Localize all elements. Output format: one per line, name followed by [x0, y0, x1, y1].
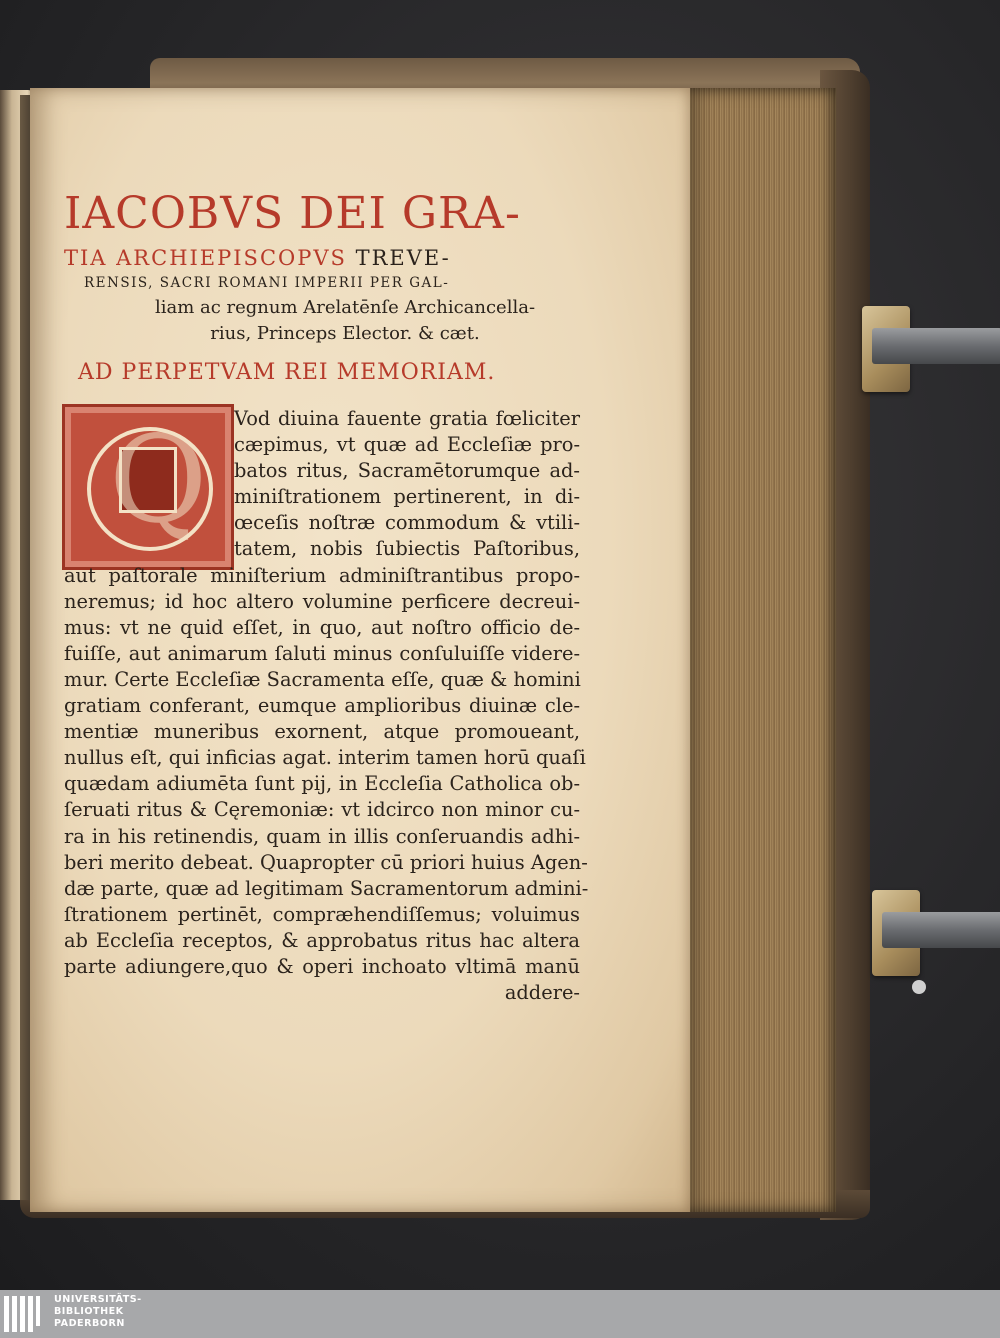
title-line-4b: rius, Princeps Elector. & cæt. — [210, 323, 480, 344]
body-line: mentiæ muneribus exornent, atque promoueant, — [64, 720, 580, 744]
body-line: ſeruati ritus & Cęremoniæ: vt idcirco non minor cu- — [64, 798, 580, 822]
body-line: Vod diuina fauente gratia fœliciter — [234, 407, 580, 430]
logo-line-1: UNIVERSITÄTS- — [54, 1294, 142, 1305]
body-line: ra in his retinendis, quam in illis conſeruandis adhi- — [64, 824, 580, 848]
body-line: parte adiungere,quo & operi inchoato vltimā manū — [64, 954, 580, 978]
body-line: aut paſtorale miniſterium adminiſtrantibus propo- — [64, 563, 580, 587]
page-fore-edge — [686, 88, 836, 1212]
title-line-1: IACOBVS DEI GRA- — [64, 188, 521, 239]
title-line-2 — [64, 246, 584, 270]
catchword: addere- — [504, 981, 580, 1005]
body-line: nullus eſt, qui inficias agat. interim tamen horū quaſi — [64, 746, 586, 770]
body-text — [64, 406, 589, 1006]
body-line: beri merito debeat. Quapropter cū priori huius Agen- — [64, 850, 588, 874]
initial-letter: Q — [109, 411, 208, 550]
section-heading: AD PERPETVAM REI MEMORIAM. — [78, 360, 496, 385]
title-line-3: RENSIS, SACRI ROMANI IMPERII PER GAL- — [84, 275, 450, 291]
body-line: ſtrationem pertinēt, compræhendiſſemus; voluimus — [64, 902, 580, 926]
body-line: cæpimus, vt quæ ad Eccleſiæ pro- — [234, 433, 580, 457]
body-line: ab Eccleſia receptos, & approbatus ritus hac altera — [64, 928, 580, 952]
book-page — [30, 88, 690, 1212]
body-line: fuiſſe, aut animarum ſaluti minus conſuluiſſe videre- — [64, 641, 580, 665]
footer-bar — [0, 1290, 1000, 1338]
title-line-4 — [110, 295, 580, 347]
logo-line-2: BIBLIOTHEK — [54, 1306, 124, 1317]
body-line: mus: vt ne quid eſſet, in quo, aut noſtro officio de- — [64, 615, 580, 639]
body-line: œceſis noſtræ commodum & vtili- — [234, 511, 580, 535]
body-line: tatem, nobis ſubiectis Paſtoribus, — [234, 537, 580, 561]
title-line-4a: liam ac regnum Arelatēnſe Archicancella- — [154, 297, 536, 318]
body-line: quædam adiumēta ſunt pij, in Eccleſia Catholica ob- — [64, 772, 580, 796]
body-line: miniſtrationem pertinerent, in di- — [234, 485, 580, 509]
body-line: mur. Certe Eccleſiæ Sacramenta eſſe, quæ & homini — [64, 667, 581, 691]
body-line: batos ritus, Sacramētorumque ad- — [234, 459, 580, 483]
logo-line-3: PADERBORN — [54, 1318, 125, 1329]
body-line: gratiam conferant, eumque amplioribus diuinæ cle- — [64, 694, 580, 718]
title-line-2-black: TREVE- — [346, 246, 451, 270]
title-line-2-rubric: TIA ARCHIEPISCOPVS — [64, 246, 347, 270]
library-logo-text — [54, 1294, 142, 1330]
body-line: neremus; id hoc altero volumine perficere decreui- — [64, 589, 580, 613]
body-line: dæ parte, quæ ad legitimam Sacramentorum admini- — [64, 876, 589, 900]
library-logo-icon — [4, 1296, 46, 1332]
